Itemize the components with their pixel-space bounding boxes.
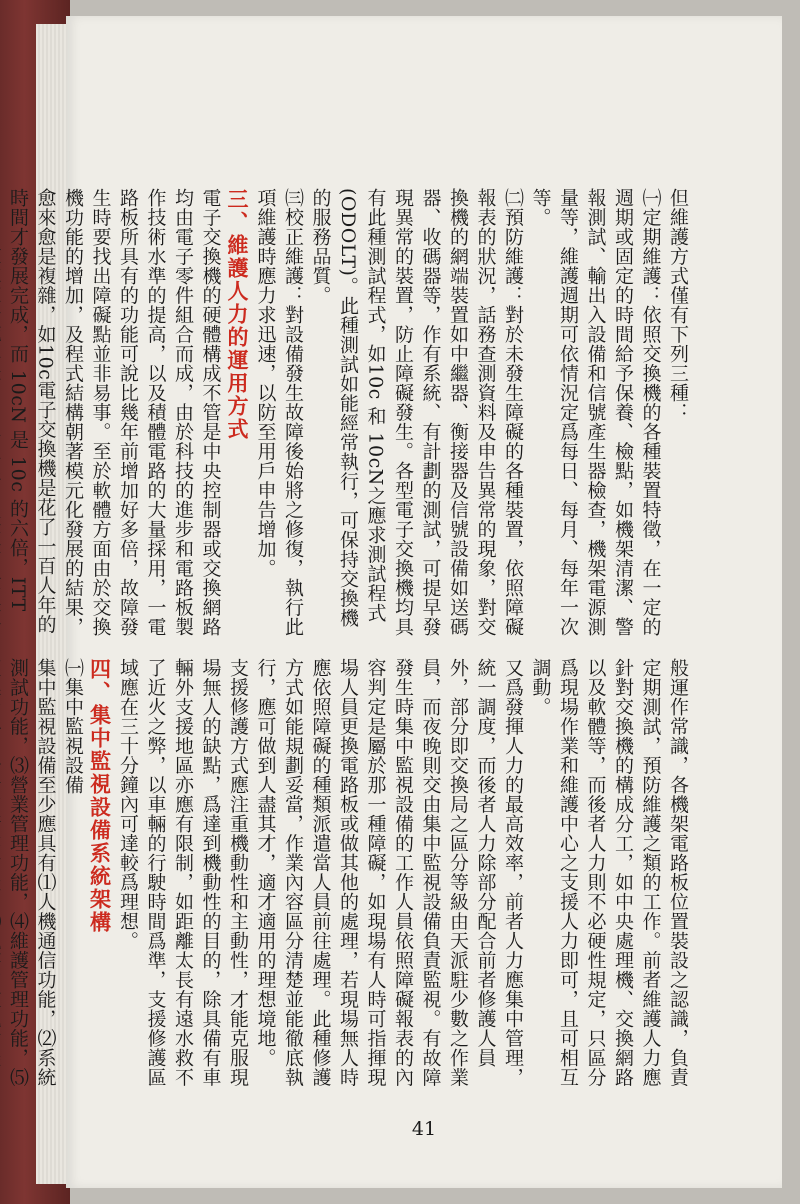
- bottom-text-block: [0, 658, 746, 1094]
- paragraph: 但維護方式僅有下列三種：: [667, 188, 689, 422]
- paragraph: 又爲發揮人力的最高效率，前者人力應集中管理，統一調度，而後者人力除部分配合前者修護人員外，部分即交換局之區分等級由天派駐少數之作業員，而夜晚則交由集中監視設備負責監視。有故障發生時集中監視設備的工作人員依照障礙報表的內容判定是屬於那一種障礙，如現場有人時可指揮現場人員更換電路板或做其他的處理，若現場無人時應依照障礙的種類派遣當人員前往處理。此種修護方式如能規劃妥當，作業內容區分清楚並能徹底執行，應可做到人盡其才，適才適用的理想境地。: [254, 658, 524, 1087]
- paragraph: ㈠定期維護：依照交換機的各種裝置特徵，在一定的週期或固定的時間給予保養、檢點，如機架清潔、警報測試、輸出入設備和信號產生器檢查，機架電源測量等，維護週期可依情況定爲每日、每月、每年一次等。: [529, 188, 662, 637]
- paragraph: ㈡預防維護：對於未發生障礙的各種裝置，依照障礙報表的狀況，話務查測資料及申告異常的現象，對交換機的網端裝置如中繼器、衡接器及信號設備如送碼器、收碼器等，作有系統、有計劃的測試，可提早發現異常的裝置，防止障礙發生。各型電子交換機均具有此種測試程式，如10c 和 10cN之應求測試程式 (ODOLT)。此種測試如能經常執行，可保持交換機的服務品質。: [309, 188, 524, 637]
- paragraph: 電子交換機的硬體構成不管是中央控制器或交換網路均由電子零件組合而成，由於科技的進步和電路板製作技術水準的提高，以及積體電路的大量採用，一電路板所具有的功能可說比幾年前增加好多倍，故障發生時要找出障礙點並非易事。至於軟體方面由於交換機功能的增加，及程式結構朝著模元化發展的結果，愈來愈是複雜，如10c電子交換機是花了一百人年的時間才發展完成，而 10cN 是 10c 的六倍，ITT: [7, 188, 222, 637]
- paragraph: ㈢校正維護：對設備發生故障後始將之修復，執行此項維護時應力求迅速，以防至用戶申告增加。: [254, 188, 304, 637]
- paragraph: 集中監視設備至少應具有⑴人機通信功能，⑵系統測試功能，⑶營業管理功能，⑷維護管理功能，⑸: [7, 658, 57, 1087]
- paragraph: 般運作常識，各機架電路板位置裝設之認識，負責定期測試，預防維護之類的工作。前者維護人力應針對交換機的構成分工，如中央處理機、交換網路以及軟體等，而後者人力則不必硬性規定，只區分爲現場作業和維護中心之支援人力即可，且可相互調動。: [529, 658, 689, 1087]
- top-text-content: [0, 188, 691, 640]
- top-text-block: [0, 188, 746, 640]
- bottom-text-content: [0, 658, 691, 1094]
- page-number: 41: [411, 1118, 437, 1140]
- section-heading: 四、集中監視設備系統架構: [87, 658, 113, 934]
- paragraph: 支援修護方式應注重機動性和主動性，才能克服現場無人的缺點，爲達到機動性的目的，除具備有車輛外支援地區亦應有限制，如距離太長有遠水救不了近火之弊，以車輛的行駛時間爲準，支援修護區域應在三十分鐘內可達較爲理想。: [117, 658, 249, 1087]
- book-page: [7, 16, 782, 1188]
- section-heading: 三、維護人力的運用方式: [225, 188, 250, 441]
- paragraph: ㈠集中監視設備: [62, 658, 84, 795]
